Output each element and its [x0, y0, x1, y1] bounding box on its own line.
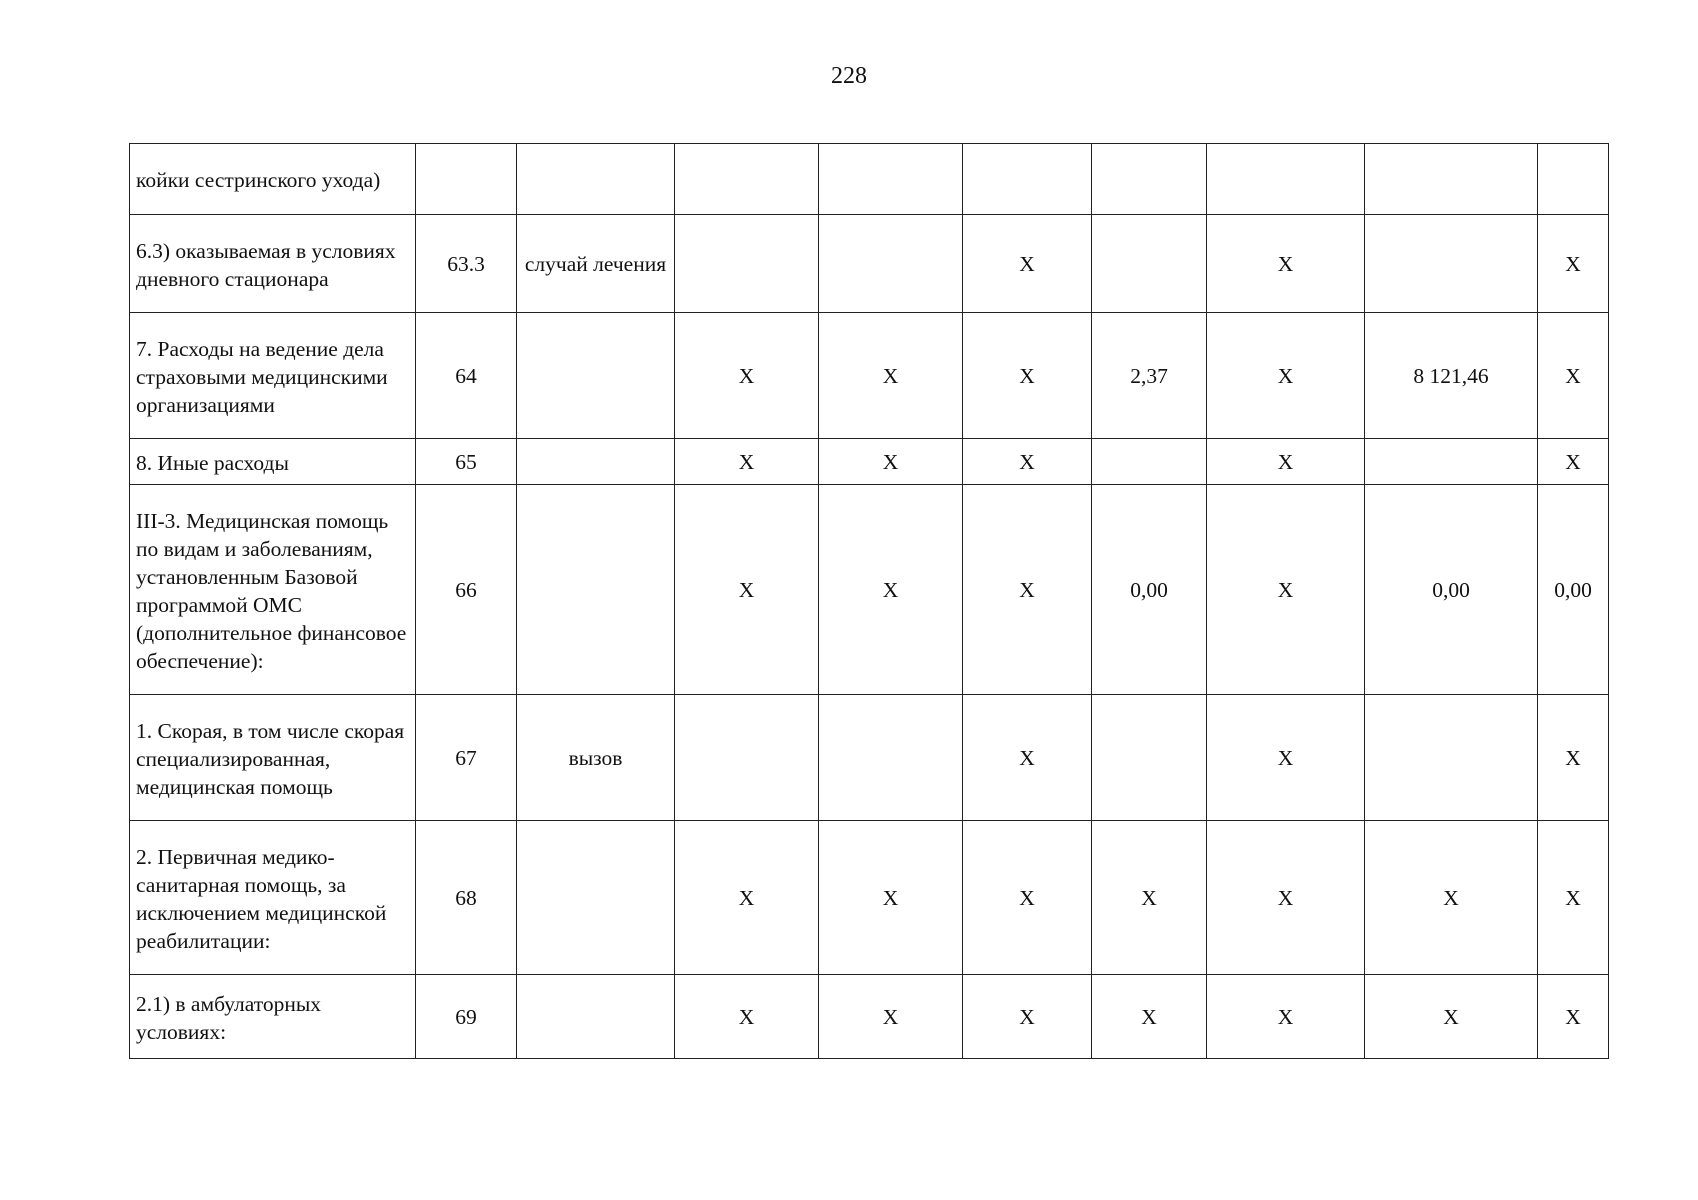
row-unit-cell: [517, 821, 675, 975]
row-name-cell: 8. Иные расходы: [130, 439, 416, 485]
row-value-cell: [1365, 695, 1538, 821]
row-value-cell: [1092, 439, 1207, 485]
row-name-cell: койки сестринского ухода): [130, 144, 416, 215]
row-value-cell: X: [963, 695, 1092, 821]
row-value-cell: X: [963, 215, 1092, 313]
table-row: [130, 215, 1609, 313]
row-code-cell: 66: [416, 485, 517, 695]
row-value-cell: X: [819, 485, 963, 695]
row-value-cell: X: [1538, 695, 1609, 821]
row-code-cell: [416, 144, 517, 215]
row-value-cell: X: [1207, 695, 1365, 821]
row-value-cell: X: [1538, 821, 1609, 975]
row-value-cell: 0,00: [1365, 485, 1538, 695]
row-code-cell: 63.3: [416, 215, 517, 313]
row-value-cell: X: [1538, 215, 1609, 313]
row-value-cell: X: [819, 439, 963, 485]
row-unit-cell: [517, 313, 675, 439]
row-value-cell: X: [1207, 439, 1365, 485]
table-row: [130, 439, 1609, 485]
row-value-cell: X: [675, 313, 819, 439]
row-code-cell: 67: [416, 695, 517, 821]
row-value-cell: X: [819, 821, 963, 975]
row-value-cell: X: [1092, 821, 1207, 975]
row-code-cell: 68: [416, 821, 517, 975]
row-value-cell: 0,00: [1538, 485, 1609, 695]
row-name-cell: 7. Расходы на ведение дела страховыми медицинскими организациями: [130, 313, 416, 439]
row-value-cell: 8 121,46: [1365, 313, 1538, 439]
row-value-cell: X: [1207, 485, 1365, 695]
row-value-cell: [1365, 439, 1538, 485]
row-value-cell: [963, 144, 1092, 215]
row-value-cell: X: [819, 313, 963, 439]
row-value-cell: X: [1538, 975, 1609, 1059]
row-value-cell: X: [1207, 975, 1365, 1059]
row-unit-cell: [517, 975, 675, 1059]
table-row: [130, 821, 1609, 975]
row-value-cell: X: [675, 975, 819, 1059]
row-value-cell: X: [1092, 975, 1207, 1059]
row-code-cell: 69: [416, 975, 517, 1059]
row-value-cell: [1092, 144, 1207, 215]
row-value-cell: 2,37: [1092, 313, 1207, 439]
row-value-cell: [819, 215, 963, 313]
row-value-cell: X: [1207, 313, 1365, 439]
row-value-cell: X: [1365, 821, 1538, 975]
row-value-cell: 0,00: [1092, 485, 1207, 695]
row-name-cell: 6.3) оказываемая в условиях дневного стационара: [130, 215, 416, 313]
row-name-cell: 1. Скорая, в том числе скорая специализированная, медицинская помощь: [130, 695, 416, 821]
row-value-cell: [1207, 144, 1365, 215]
row-value-cell: X: [963, 439, 1092, 485]
table-row: [130, 695, 1609, 821]
row-code-cell: 64: [416, 313, 517, 439]
row-value-cell: X: [963, 485, 1092, 695]
row-code-cell: 65: [416, 439, 517, 485]
table-row: [130, 144, 1609, 215]
table-row: [130, 485, 1609, 695]
row-value-cell: X: [675, 485, 819, 695]
row-value-cell: X: [675, 439, 819, 485]
row-value-cell: X: [963, 821, 1092, 975]
table-row: [130, 975, 1609, 1059]
row-value-cell: [1092, 695, 1207, 821]
row-value-cell: X: [819, 975, 963, 1059]
row-value-cell: X: [1538, 313, 1609, 439]
page-number: 228: [831, 63, 867, 89]
row-value-cell: [819, 695, 963, 821]
row-name-cell: III-3. Медицинская помощь по видам и заболеваниям, установленным Базовой программой ОМС (дополнительное финансовое обеспечение):: [130, 485, 416, 695]
row-value-cell: [675, 215, 819, 313]
row-value-cell: X: [1365, 975, 1538, 1059]
row-unit-cell: вызов: [517, 695, 675, 821]
row-unit-cell: [517, 485, 675, 695]
row-name-cell: 2.1) в амбулаторных условиях:: [130, 975, 416, 1059]
row-unit-cell: [517, 439, 675, 485]
row-value-cell: [1365, 215, 1538, 313]
row-value-cell: [675, 144, 819, 215]
row-value-cell: X: [963, 313, 1092, 439]
row-name-cell: 2. Первичная медико-санитарная помощь, за исключением медицинской реабилитации:: [130, 821, 416, 975]
row-value-cell: X: [675, 821, 819, 975]
data-table: [129, 143, 1609, 1059]
row-value-cell: [1365, 144, 1538, 215]
row-value-cell: X: [963, 975, 1092, 1059]
row-value-cell: X: [1538, 439, 1609, 485]
row-value-cell: [1538, 144, 1609, 215]
row-value-cell: X: [1207, 215, 1365, 313]
row-unit-cell: [517, 144, 675, 215]
row-value-cell: [675, 695, 819, 821]
row-value-cell: X: [1207, 821, 1365, 975]
table-row: [130, 313, 1609, 439]
row-unit-cell: случай лечения: [517, 215, 675, 313]
row-value-cell: [819, 144, 963, 215]
row-value-cell: [1092, 215, 1207, 313]
